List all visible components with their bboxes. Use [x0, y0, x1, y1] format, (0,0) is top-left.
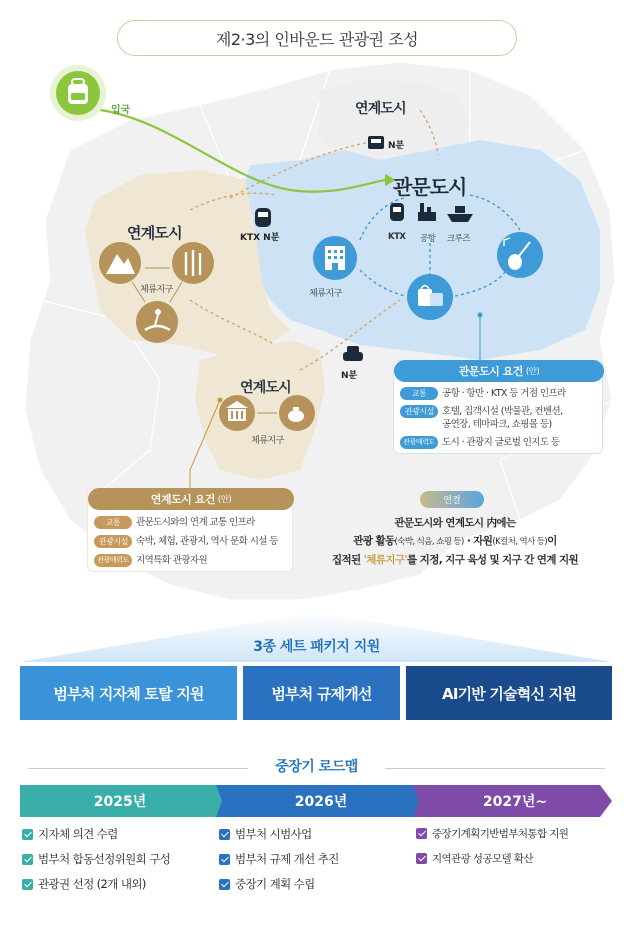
hub-req-text-line1: 호텔, 집객시설 (박물관, 컨벤션,	[442, 406, 563, 417]
connection-badge: 연결	[420, 491, 484, 508]
hub-zone-label: 체류지구	[309, 289, 342, 299]
task-2027-1	[416, 826, 568, 841]
task-text: 지역관광 성공모델 확산	[432, 853, 533, 865]
hub-req-title: 관문도시 요건	[458, 365, 523, 378]
package-item-ai-innovation: AI기반 기술혁신 지원	[406, 666, 612, 720]
page-title: 제2·3의 인바운드 관광권 조성	[117, 20, 517, 56]
task-2026-2	[219, 851, 339, 867]
task-2025-2	[22, 851, 170, 867]
link-req-tag: 관광시설	[94, 535, 132, 548]
task-text: 범부처 시범사업	[235, 827, 312, 841]
task-text: 중장기 계획 수립	[235, 877, 315, 891]
year-label-2026: 2026년	[294, 794, 348, 810]
hub-req-text-line2: 공연장, 테마파크, 쇼핑몰 등)	[442, 419, 552, 430]
airport-label: 공항	[420, 234, 436, 244]
link-req-text: 숙박, 체험, 관광지, 역사 문화 시설 등	[136, 536, 278, 547]
check-icon	[22, 854, 33, 865]
ktx-link-label: KTX N분	[240, 233, 280, 243]
task-text: 관광권 선정 (2개 내외)	[38, 877, 146, 891]
task-2025-1	[22, 826, 118, 842]
connection-line3-c: 를 지정, 지구 육성 및 지구 간 연계 지원	[407, 554, 579, 566]
check-icon	[416, 853, 427, 864]
connection-line2-e: 이	[547, 535, 557, 547]
entry-label: 입국	[111, 105, 131, 116]
check-icon	[219, 829, 230, 840]
link-req-tag: 관광매력도	[94, 554, 132, 567]
connection-line2-a: 관광 활동	[353, 535, 395, 547]
package-item-total-support: 범부처 지자체 토탈 지원	[20, 666, 237, 720]
year-label-2027: 2027년~	[482, 794, 548, 810]
link-req-title: 연계도시 요건	[150, 493, 215, 506]
task-2025-3	[22, 876, 146, 892]
task-2026-3	[219, 876, 315, 892]
link-req-text: 관문도시와의 연계 교통 인프라	[136, 517, 255, 528]
bottom-city-name: 연계도시	[240, 380, 291, 396]
task-2027-2	[416, 851, 533, 866]
check-icon	[22, 879, 33, 890]
task-text: 범부처 합동선정위원회 구성	[38, 852, 171, 866]
connection-line2-b: (숙박, 식음, 쇼핑 등)	[394, 537, 464, 547]
task-text: 범부처 규제 개선 추진	[235, 852, 339, 866]
connection-line1: 관문도시와 연계도시 内에는	[394, 517, 516, 529]
top-city-name: 연계도시	[355, 101, 406, 117]
hub-req-tag: 관광매력도	[400, 436, 438, 449]
task-2026-1	[219, 826, 312, 842]
left-zone-label: 체류지구	[140, 285, 173, 295]
check-icon	[22, 829, 33, 840]
year-label-2025: 2025년	[93, 794, 147, 810]
hub-req-tag: 관광시설	[400, 405, 438, 418]
taxi-link-label: N분	[341, 371, 358, 381]
task-text: 지자체 의견 수렴	[38, 827, 118, 841]
connection-line2-c: · 자원	[463, 535, 493, 547]
hub-city-name: 관문도시	[393, 175, 467, 199]
check-icon	[219, 879, 230, 890]
link-req-text: 지역특화 관광자원	[136, 555, 208, 566]
check-icon	[219, 854, 230, 865]
cruise-label: 크루즈	[447, 234, 471, 244]
ktx-label: KTX	[388, 232, 406, 242]
check-icon	[416, 828, 427, 839]
link-req-title-sub: (안)	[217, 495, 232, 505]
hub-req-tag: 교통	[400, 387, 438, 400]
link-req-tag: 교통	[94, 516, 132, 529]
hub-req-title-sub: (안)	[525, 367, 540, 377]
package-title: 3종 세트 패키지 지원	[253, 639, 380, 655]
connection-line3-highlight: '체류지구'	[363, 554, 408, 566]
top-city-transit: N분	[388, 141, 405, 151]
connection-line2-d: (K컬처, 역사 등)	[492, 537, 548, 547]
bottom-zone-label: 체류지구	[251, 436, 284, 446]
task-text: 중장기계획기반범부처통합 지원	[432, 828, 569, 840]
roadmap-title: 중장기 로드맵	[275, 759, 358, 775]
hub-req-text: 공항 · 항만 · KTX 등 거점 인프라	[442, 388, 566, 399]
hub-req-text: 도시 · 관광지 글로벌 인지도 등	[442, 437, 560, 448]
connection-line3-a: 집적된	[331, 554, 364, 566]
package-item-regulation: 범부처 규제개선	[243, 666, 400, 720]
left-city-name: 연계도시	[127, 224, 182, 242]
